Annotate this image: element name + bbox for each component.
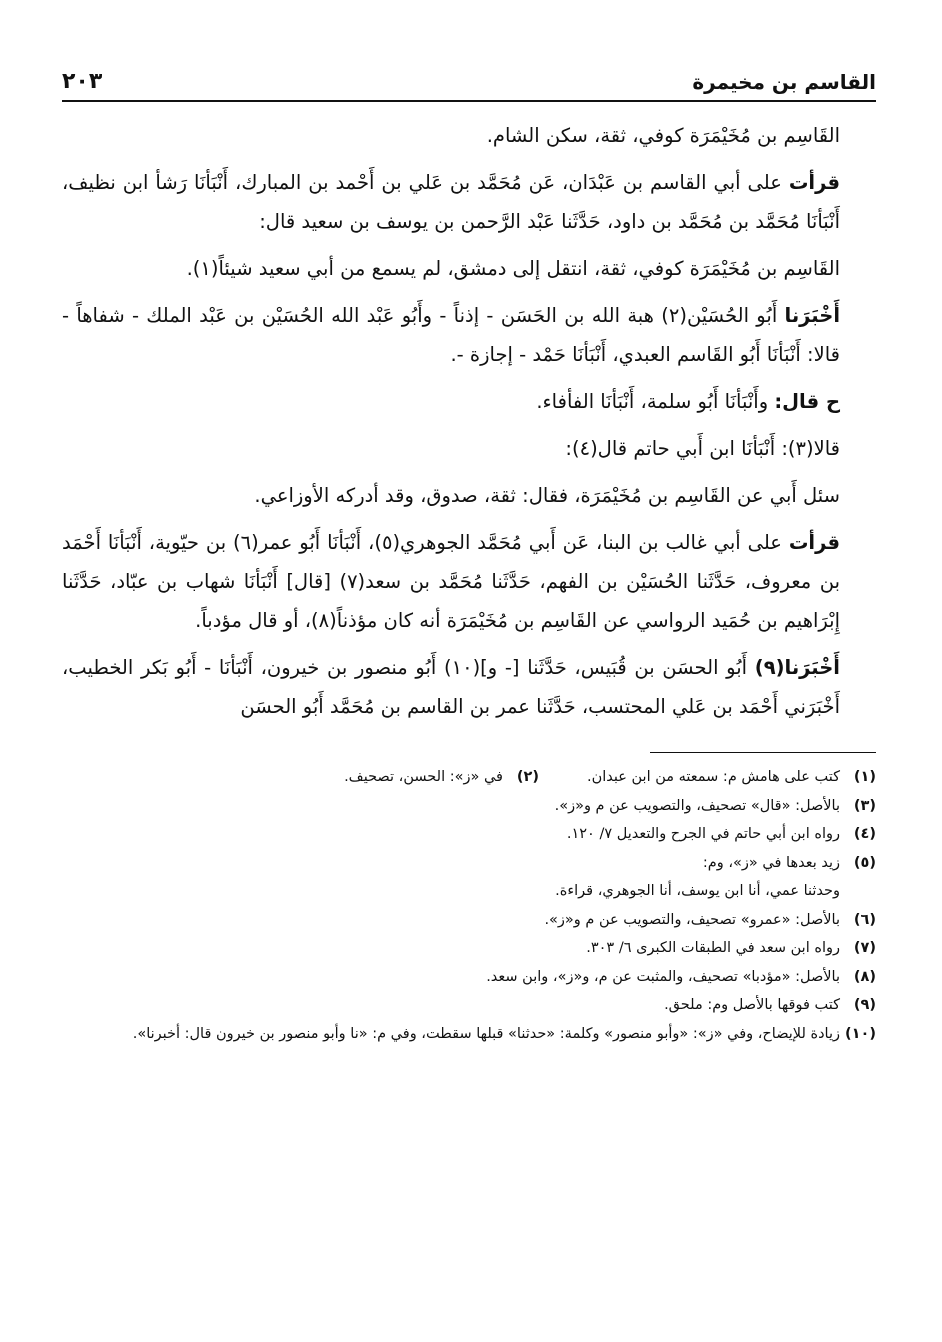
footnote (62, 849, 876, 878)
paragraph-lead: أَخْبَرَنا(٩) (754, 656, 840, 679)
paragraph (62, 296, 876, 374)
paragraph (62, 116, 876, 155)
footnote-text: في «ز»: الحسن، تصحيف. (344, 769, 503, 785)
footnote-number: (١٠) (845, 1025, 876, 1042)
paragraph-lead: أَخْبَرَنا (784, 304, 841, 327)
paragraph-text: القَاسِم بن مُخَيْمَرَة كوفي، ثقة، سكن الشام. (486, 124, 840, 147)
footnote-number: (٣) (853, 797, 876, 814)
footnote (62, 820, 876, 849)
paragraph (62, 382, 876, 421)
paragraph (62, 476, 876, 515)
footnote-text: بالأصل: «قال» تصحيف، والتصويب عن م و«ز». (554, 797, 840, 814)
running-title: القاسم بن مخيمرة (692, 70, 876, 94)
footnotes (62, 763, 876, 1048)
paragraph-text: سئل أَبي عن القَاسِم بن مُخَيْمَرَة، فقال: ثقة، صدوق، وقد أدركه الأوزاعي. (254, 484, 840, 507)
page-header (62, 62, 876, 102)
paragraph-text: قالا(٣): أَنْبَأنَا ابن أَبي حاتم قال(٤): (565, 437, 840, 460)
paragraph-text: وأَنْبَأنَا أَبُو سلمة، أَنْبَأنَا الفأفاء. (536, 390, 775, 413)
footnote-number: (٥) (853, 854, 876, 871)
footnote-row (62, 763, 876, 792)
footnote (62, 1020, 876, 1049)
footnote-number: (٨) (853, 968, 876, 985)
paragraph (62, 648, 876, 726)
footnote-text: كتب على هامش م: سمعته من ابن عبدان. (586, 769, 840, 785)
footnote-divider (650, 752, 876, 753)
footnote-text: زيد بعدها في «ز»، وم: (702, 854, 840, 871)
footnote-number: (١) (853, 769, 876, 785)
footnote-number: (٦) (853, 911, 876, 928)
footnote-number: (٤) (853, 826, 876, 842)
footnote-text: رواه ابن أبي حاتم في الجرح والتعديل ٧/ ١٢٠. (566, 826, 840, 842)
footnote (344, 763, 539, 792)
page-number: ٢٠٣ (62, 69, 103, 94)
paragraph (62, 249, 876, 288)
main-text (62, 116, 876, 726)
footnote-text: بالأصل: «مؤدبا» تصحيف، والمثبت عن م، و«ز»، وابن سعد. (486, 968, 840, 985)
footnote-text: كتب فوقها بالأصل وم: ملحق. (664, 997, 840, 1013)
paragraph-text: أَبُو الحُسَيْن(٢) هبة الله بن الحَسَن - إذناً - وأَبُو عَبْد الله الحُسَيْن بن عَبْد الملك - شفاهاً - قالا: أَنْبَأنَا أَبُو القَاسم العبدي، أَنْبَأنَا حَمْد - إجازة -. (62, 304, 840, 366)
footnote (62, 792, 876, 821)
paragraph-text: القَاسِم بن مُخَيْمَرَة كوفي، ثقة، انتقل إلى دمشق، لم يسمع من أبي سعيد شيئاً(١). (186, 257, 840, 280)
paragraph (62, 523, 876, 640)
paragraph (62, 163, 876, 241)
footnote (62, 934, 876, 963)
paragraph-text: على أبي غالب بن البنا، عَن أَبي مُحَمَّد الجوهري(٥)، أَنْبَأنَا أَبُو عمر(٦) بن حيّوية، أَنْبَأنَا أَحْمَد بن معروف، حَدَّثَنا الحُسَيْن بن الفهم، حَدَّثَنا مُحَمَّد بن سعد(٧) [قال] أَنْبَأنَا شهاب بن عبّاد، حَدَّثَنا إِبْرَاهيم بن حُمَيد الرواسي عن القَاسِم بن مُخَيْمَرَة أنه كان مؤذناً(٨)، أو قال مؤدباً. (62, 531, 840, 632)
paragraph-lead: قرأت (788, 531, 840, 554)
footnote (62, 906, 876, 935)
paragraph (62, 429, 876, 468)
footnote (587, 763, 876, 792)
footnote-continuation: وحدثنا عمي، أنا ابن يوسف، أنا الجوهري، قراءة. (555, 883, 840, 899)
paragraph-text: أَبُو الحسَن بن قُبَيس، حَدَّثَنا [- و](١٠) أَبُو منصور بن خيرون، أَنْبَأنَا - أَبُو بَكر الخطيب، أَخْبَرَني أَحْمَد بن عَلي المحتسب، حَدَّثَنا عمر بن القاسم بن مُحَمَّد أَبُو الحسَن (62, 656, 840, 718)
paragraph-text: على أبي القاسم بن عَبْدَان، عَن مُحَمَّد بن عَلي بن أَحْمد بن المبارك، أَنْبَأنَا رَشأ ابن نظيف، أَنْبَأنَا مُحَمَّد بن مُحَمَّد بن داود، حَدَّثَنا عَبْد الرَّحمن بن يوسف بن سعيد قال: (62, 171, 840, 233)
footnote-text: بالأصل: «عمرو» تصحيف، والتصويب عن م و«ز». (544, 911, 840, 928)
footnote-number: (٩) (853, 997, 876, 1013)
footnote-number: (٢) (516, 769, 539, 785)
book-page (62, 62, 876, 1312)
footnote-text: زيادة للإيضاح، وفي «ز»: «وأبو منصور» وكلمة: «حدثنا» قبلها سقطت، وفي م: «نا وأبو منصور بن خيرون قال: أخبرنا». (132, 1025, 840, 1042)
footnote-number: (٧) (853, 940, 876, 956)
footnote (62, 991, 876, 1020)
paragraph-lead: ح قال: (774, 390, 840, 413)
paragraph-lead: قرأت (788, 171, 840, 194)
footnote-text: رواه ابن سعد في الطبقات الكبرى ٦/ ٣٠٣. (586, 940, 840, 956)
footnote (62, 963, 876, 992)
